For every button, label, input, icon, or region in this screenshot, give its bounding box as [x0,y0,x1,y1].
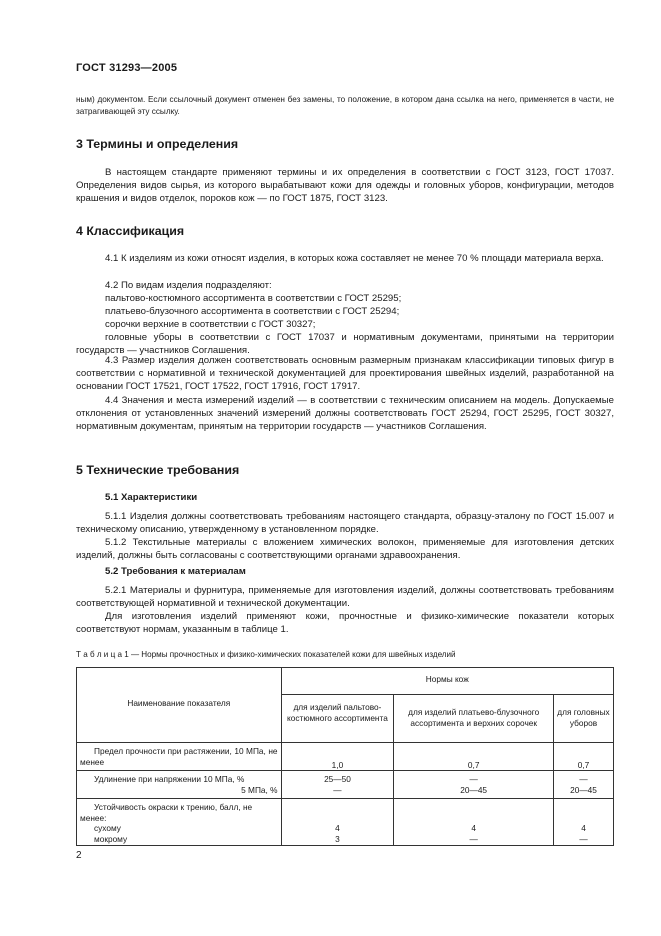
header-col-1: для изделий пальтово-костюмного ассортимента [281,695,394,743]
row-3-v3 [554,799,614,846]
para-5-2-1: 5.2.1 Материалы и фурнитура, применяемые для изготовления изделий, должны соответствовать требованиям соответствующей нормативной и технической документации. [76,585,614,610]
page-number: 2 [76,850,82,861]
row-3-v1a: 4 [335,823,340,833]
row-1-v3: 0,7 [554,743,614,771]
section-3-title: 3 Термины и определения [76,137,239,151]
para-4-4: 4.4 Значения и места измерений изделий — в соответствии с техническим описанием на модель. Допускаемые отклонения от установленных значений измерений должны соответствовать ГОСТ 25294, ГОСТ 25295, ГОСТ 30327, нормативным документам, принятым на территории государств — участников Соглашения. [76,395,614,433]
row-3-name [77,799,282,846]
para-5-1-1: 5.1.1 Изделия должны соответствовать требованиям настоящего стандарта, образцу-эталону по ГОСТ 15.007 и техническому описанию, утвержденному в установленном порядке. [76,511,614,536]
section-3-text: В настоящем стандарте применяют термины и их определения в соответствии с ГОСТ 3123, ГОСТ 17037. Определения видов сырья, из которого вырабатывают кожи для одежды и головных уборов, конфигурации, методов крашения и видов отделок, пороков кож — по ГОСТ 1875, ГОСТ 3123. [76,167,614,205]
row-3-name-main: Устойчивость окраски к трению, балл, не менее: [80,802,253,823]
table-row [77,743,614,771]
header-col-2: для изделий платьево-блузочного ассортимента и верхних сорочек [394,695,554,743]
section-5-title: 5 Технические требования [76,463,240,477]
list-item-4: головные уборы в соответствии с ГОСТ 17037 и нормативным документами, принятыми на территории государств — участников Соглашения. [76,332,614,357]
list-item-2: платьево-блузочного ассортимента в соответствии с ГОСТ 25294; [105,306,400,317]
row-1-v1: 1,0 [281,743,394,771]
row-3-v1b: 3 [335,833,340,844]
row-2-v2b: 20—45 [460,784,488,795]
row-3-v3a: 4 [581,823,586,833]
row-2-v3b: 20—45 [570,784,597,795]
row-3-v3b: — [579,833,588,844]
row-3-name-a: сухому [94,823,121,833]
row-3-v2b: — [469,833,478,844]
row-2-v3a: — [579,774,588,784]
row-2-name-b: 5 МПа, % [241,784,278,795]
intro-paragraph: ным) документом. Если ссылочный документ отменен без замены, то положение, в котором дана ссылка на него, применяется в части, не затрагивающей эту ссылку. [76,95,614,117]
row-1-v2: 0,7 [394,743,554,771]
table-row [77,771,614,799]
row-2-v2a: — [469,774,478,784]
section-4-title: 4 Классификация [76,224,185,238]
header-norms: Нормы кож [281,668,613,695]
row-2-v3 [554,771,614,799]
row-2-name-a: Удлинение при напряжении 10 МПа, % [94,774,245,784]
table-header-row [77,668,614,695]
row-2-v1a: 25—50 [324,774,351,784]
table-caption: Т а б л и ц а 1 — Нормы прочностных и физико-химических показателей кожи для швейных изделий [76,650,456,659]
para-4-3: 4.3 Размер изделия должен соответствовать основным размерным признакам классификации типовых фигур в соответствии с нормативной и технической документацией для проектирования швейных изделий, разработанной на основании ГОСТ 17521, ГОСТ 17522, ГОСТ 17916, ГОСТ 17917. [76,355,614,393]
subsection-5-2-title: 5.2 Требования к материалам [105,566,246,577]
header-name: Наименование показателя [77,668,282,743]
table-row [77,799,614,846]
para-4-2: 4.2 По видам изделия подразделяют: [105,280,272,291]
row-2-v2 [394,771,554,799]
para-5-1-2: 5.1.2 Текстильные материалы с вложением химических волокон, применяемые для изготовления детских изделий, должны быть согласованы с соответствующими органами здравоохранения. [76,537,614,562]
row-2-v1 [281,771,394,799]
para-5-2-2: Для изготовления изделий применяют кожи, прочностные и физико-химические показатели которых соответствуют нормам, указанным в таблице 1. [76,611,614,636]
list-item-1: пальтово-костюмного ассортимента в соответствии с ГОСТ 25295; [105,293,402,304]
row-3-v2 [394,799,554,846]
document-header: ГОСТ 31293—2005 [76,62,178,74]
header-col-3: для головных уборов [554,695,614,743]
row-3-v2a: 4 [471,823,476,833]
para-4-1: 4.1 К изделиям из кожи относят изделия, в которых кожа составляет не менее 70 % площади материала верха. [105,253,604,264]
row-1-name: Предел прочности при растяжении, 10 МПа, не менее [77,743,282,771]
row-3-v1 [281,799,394,846]
subsection-5-1-title: 5.1 Характеристики [105,492,198,503]
row-3-name-b: мокрому [94,833,128,844]
row-2-v1b: — [333,784,342,795]
list-item-3: сорочки верхние в соответствии с ГОСТ 30327; [105,319,316,330]
row-2-name [77,771,282,799]
norms-table [76,667,614,846]
